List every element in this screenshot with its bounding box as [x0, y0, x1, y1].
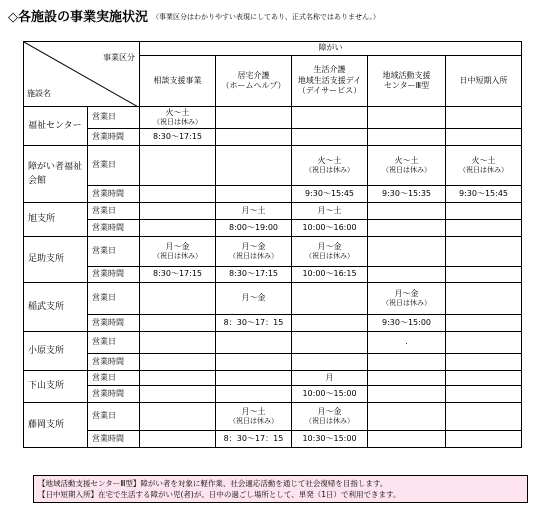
days-cell: [446, 283, 522, 315]
hours-cell: 8：30～17：15: [216, 431, 292, 448]
facility-name: 旭支所: [24, 203, 88, 237]
days-cell: [292, 146, 368, 186]
holiday-note: （祝日は休み）: [305, 417, 354, 426]
facility-hours-row: [24, 354, 522, 371]
days-cell: [140, 283, 216, 315]
stray-dot: .: [405, 337, 408, 347]
col-label: 地域活動支援: [382, 70, 431, 80]
facility-days-row: [24, 283, 522, 315]
facility-hours-row: [24, 431, 522, 448]
days-cell: [140, 403, 216, 431]
days-cell: [368, 107, 446, 129]
facility-hours-row: [24, 129, 522, 146]
days-cell: [368, 283, 446, 315]
header-col-seikatsu: [292, 56, 368, 107]
hours-cell: 10:30～15:00: [292, 431, 368, 448]
hours-cell: 10:00～15:00: [292, 386, 368, 403]
days-cell: [216, 237, 292, 267]
days-cell: [446, 146, 522, 186]
header-col-chiiki: [368, 56, 446, 107]
days-cell: [446, 403, 522, 431]
col-sublabel: 地域生活支援デイ: [297, 75, 362, 85]
days-cell: [446, 237, 522, 267]
hours-cell: 8:30～17:15: [140, 267, 216, 283]
holiday-note: （祝日は休み）: [382, 299, 431, 308]
facility-hours-row: [24, 267, 522, 283]
facility-name-line: 障がい者福祉: [28, 161, 83, 172]
header-corner: [24, 42, 140, 107]
col-label: 相談支援事業: [153, 75, 202, 85]
hours-cell: 10:00～16:15: [292, 267, 368, 283]
days-cell: [292, 403, 368, 431]
hours-cell: [446, 129, 522, 146]
holiday-note: （祝日は休み）: [459, 166, 509, 175]
header-jigyo-kubun: 事業区分: [103, 53, 135, 62]
col-label: 生活介護: [313, 65, 346, 75]
row-label-days: 営業日: [88, 371, 140, 386]
hours-cell: [446, 431, 522, 448]
days-value: 月～金: [317, 406, 342, 416]
row-label-hours: 営業時間: [88, 267, 140, 283]
hours-cell: [368, 220, 446, 237]
facility-name: 足助支所: [24, 237, 88, 283]
facility-name-line: 会館: [28, 176, 47, 186]
days-value: 月～金: [317, 241, 342, 251]
hours-cell: 8:30～17:15: [216, 267, 292, 283]
hours-cell: 10:00～16:00: [292, 220, 368, 237]
days-value: 火～土: [165, 107, 190, 117]
hours-cell: [216, 129, 292, 146]
facility-hours-row: [24, 186, 522, 203]
days-value: 火～土: [394, 155, 419, 165]
hours-cell: 8:00～19:00: [216, 220, 292, 237]
title-row: [8, 6, 380, 24]
hours-cell: [140, 431, 216, 448]
days-value: 月～金: [165, 241, 190, 251]
facility-name: 稲武支所: [24, 283, 88, 332]
facility-days-row: [24, 146, 522, 186]
hours-cell: 8：30～17：15: [216, 315, 292, 332]
row-label-days: 営業日: [88, 146, 140, 186]
hours-cell: [446, 267, 522, 283]
days-cell: [446, 107, 522, 129]
days-cell: [292, 332, 368, 354]
hours-cell: [292, 354, 368, 371]
facility-hours-row: [24, 315, 522, 332]
holiday-note: （祝日は休み）: [382, 166, 431, 175]
days-cell: [140, 203, 216, 220]
page-title: ◇各施設の事業実施状況: [8, 10, 148, 25]
days-cell: [216, 283, 292, 315]
days-cell: [292, 283, 368, 315]
hours-cell: [140, 386, 216, 403]
col-sublabel: （デイサービス）: [297, 86, 362, 96]
days-cell: [292, 107, 368, 129]
hours-cell: 9:30～15:45: [446, 186, 522, 203]
holiday-note: （祝日は休み）: [153, 118, 202, 127]
hours-cell: [216, 354, 292, 371]
row-label-days: 営業日: [88, 332, 140, 354]
header-col-kyotaku: [216, 56, 292, 107]
days-cell: [292, 371, 368, 386]
holiday-note: （祝日は休み）: [229, 417, 278, 426]
days-cell: [368, 371, 446, 386]
row-label-hours: 営業時間: [88, 186, 140, 203]
days-value: 月～土: [241, 205, 266, 215]
facility-days-row: [24, 203, 522, 220]
days-value: 月～金: [241, 241, 266, 251]
row-label-hours: 営業時間: [88, 129, 140, 146]
hours-cell: [368, 431, 446, 448]
holiday-note: （祝日は休み）: [305, 252, 354, 261]
facility-hours-row: [24, 386, 522, 403]
days-value: 火～土: [317, 155, 342, 165]
days-value: 月～金: [394, 288, 419, 298]
hours-cell: 9:30～15:35: [368, 186, 446, 203]
notice-box: [33, 475, 528, 503]
col-sublabel: センターⅢ型: [383, 81, 430, 90]
notice-line: 【地域活動支援センターⅢ型】障がい者を対象に軽作業、社会適応活動を通じて社会復帰を目指します。: [38, 479, 388, 488]
row-label-days: 営業日: [88, 107, 140, 129]
hours-cell: [216, 386, 292, 403]
hours-cell: [446, 220, 522, 237]
schedule-table: [23, 41, 522, 448]
hours-cell: [368, 267, 446, 283]
row-label-days: 営業日: [88, 403, 140, 431]
col-sublabel: （ホームヘルプ）: [221, 81, 286, 90]
days-cell: [140, 107, 216, 129]
hours-cell: 8:30～17:15: [140, 129, 216, 146]
days-cell: [216, 403, 292, 431]
header-group: 障がい: [140, 42, 522, 56]
days-cell: [140, 237, 216, 267]
row-label-days: 営業日: [88, 237, 140, 267]
facility-days-row: [24, 371, 522, 386]
hours-cell: 9:30～15:00: [368, 315, 446, 332]
header-col-tanki: [446, 56, 522, 107]
row-label-days: 営業日: [88, 283, 140, 315]
hours-cell: [446, 315, 522, 332]
days-cell: [368, 332, 446, 354]
col-label: 日中短期入所: [459, 75, 508, 85]
header-col-soudan: [140, 56, 216, 107]
holiday-note: （祝日は休み）: [229, 252, 278, 261]
hours-cell: [140, 354, 216, 371]
title-note: （事業区分はわかりやすい表現にしてあり、正式名称ではありません。）: [152, 13, 380, 21]
days-cell: [368, 203, 446, 220]
days-value: 月: [325, 372, 334, 382]
header-shisetsu-mei: 施設名: [27, 88, 51, 98]
days-cell: [368, 237, 446, 267]
facility-name: 藤岡支所: [24, 403, 88, 448]
notice-line: 【日中短期入所】在宅で生活する障がい児(者)が、日中の過ごし場所として、単発（1日）で利用できます。: [38, 490, 401, 499]
days-cell: [446, 203, 522, 220]
col-label: 居宅介護: [237, 70, 270, 80]
facility-days-row: [24, 237, 522, 267]
row-label-hours: 営業時間: [88, 386, 140, 403]
days-cell: [140, 371, 216, 386]
row-label-hours: 営業時間: [88, 315, 140, 332]
hours-cell: [446, 386, 522, 403]
facility-name: 福祉センター: [24, 107, 88, 146]
hours-cell: [368, 354, 446, 371]
hours-cell: [292, 315, 368, 332]
hours-cell: [368, 386, 446, 403]
days-cell: [292, 203, 368, 220]
header-row-top: [24, 42, 522, 56]
days-cell: [292, 237, 368, 267]
days-cell: [446, 371, 522, 386]
hours-cell: [446, 354, 522, 371]
days-cell: [216, 371, 292, 386]
holiday-note: （祝日は休み）: [305, 166, 354, 175]
days-cell: [446, 332, 522, 354]
days-cell: [140, 332, 216, 354]
days-cell: [216, 203, 292, 220]
facility-hours-row: [24, 220, 522, 237]
facility-name: 小原支所: [24, 332, 88, 371]
facility-days-row: [24, 403, 522, 431]
hours-cell: [140, 186, 216, 203]
hours-cell: [368, 129, 446, 146]
hours-cell: [140, 220, 216, 237]
days-value: 月～土: [317, 205, 342, 215]
days-cell: [368, 146, 446, 186]
facility-days-row: [24, 107, 522, 129]
hours-cell: [292, 129, 368, 146]
days-value: 火～土: [471, 155, 496, 165]
days-cell: [216, 107, 292, 129]
hours-cell: [216, 186, 292, 203]
row-label-days: 営業日: [88, 203, 140, 220]
days-cell: [216, 332, 292, 354]
days-value: 月～土: [241, 406, 266, 416]
row-label-hours: 営業時間: [88, 431, 140, 448]
row-label-hours: 営業時間: [88, 354, 140, 371]
facility-name: [24, 146, 88, 203]
days-cell: [216, 146, 292, 186]
facility-days-row: [24, 332, 522, 354]
hours-cell: [140, 315, 216, 332]
days-cell: [368, 403, 446, 431]
days-cell: [140, 146, 216, 186]
hours-cell: 9:30～15:45: [292, 186, 368, 203]
facility-name: 下山支所: [24, 371, 88, 403]
row-label-hours: 営業時間: [88, 220, 140, 237]
holiday-note: （祝日は休み）: [153, 252, 202, 261]
days-value: 月～金: [241, 293, 266, 303]
